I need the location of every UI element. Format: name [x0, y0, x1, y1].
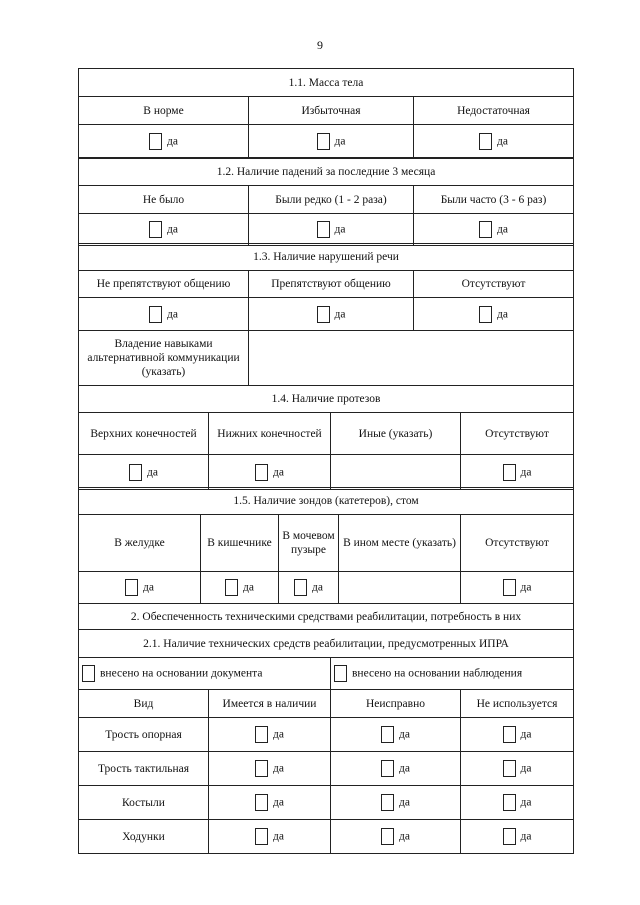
table-row — [79, 752, 574, 786]
yes-label: да — [167, 223, 178, 236]
yes-label: да — [399, 762, 410, 775]
column-header: Не препятствуют общению — [79, 271, 249, 298]
row-label: Трость тактильная — [79, 752, 209, 786]
column-header: Избыточная — [249, 97, 414, 125]
table-row — [79, 786, 574, 820]
section-title: 1.2. Наличие падений за последние 3 месяца — [79, 158, 574, 186]
checkbox[interactable] — [125, 579, 138, 596]
checkbox[interactable] — [149, 221, 162, 238]
checkbox[interactable] — [255, 794, 268, 811]
row-label: Трость опорная — [79, 718, 209, 752]
option-cell[interactable] — [79, 455, 209, 490]
section-title: 1.4. Наличие протезов — [79, 386, 574, 413]
section-body-mass — [78, 68, 574, 159]
section-rehab-means — [78, 603, 574, 854]
section-title: 1.5. Наличие зондов (катетеров), стом — [79, 488, 574, 515]
alt-communication-label: Владение навыками альтернативной коммуникации (указать) — [79, 331, 249, 386]
checkbox[interactable] — [129, 464, 142, 481]
section-probes — [78, 487, 574, 604]
yes-label: да — [497, 135, 508, 148]
subsection-title: 2.1. Наличие технических средств реабилитации, предусмотренных ИПРА — [79, 630, 574, 658]
checkbox[interactable] — [317, 306, 330, 323]
column-header: В ином месте (указать) — [339, 515, 461, 572]
checkbox[interactable] — [317, 133, 330, 150]
checkbox[interactable] — [317, 221, 330, 238]
option-cell[interactable] — [331, 786, 461, 820]
yes-label: да — [497, 223, 508, 236]
yes-label: да — [334, 135, 346, 148]
option-cell[interactable] — [79, 125, 249, 159]
column-header: В мочевом пузыре — [279, 515, 339, 572]
option-cell[interactable] — [461, 786, 574, 820]
column-header: В желудке — [79, 515, 201, 572]
checkbox[interactable] — [503, 828, 516, 845]
checkbox[interactable] — [255, 726, 268, 743]
checkbox[interactable] — [225, 579, 238, 596]
yes-label: да — [399, 796, 410, 809]
row-label: Ходунки — [79, 820, 209, 854]
option-cell[interactable] — [331, 820, 461, 854]
column-header: Имеется в наличии — [209, 690, 331, 718]
other-location-field[interactable] — [339, 572, 461, 604]
option-cell[interactable] — [79, 214, 249, 246]
checkbox[interactable] — [334, 665, 347, 682]
column-header: Нижних конечностей — [209, 413, 331, 455]
option-cell[interactable] — [461, 455, 574, 490]
checkbox[interactable] — [255, 760, 268, 777]
column-header: Недостаточная — [414, 97, 574, 125]
section-title: 1.1. Масса тела — [79, 69, 574, 97]
column-header: В кишечнике — [201, 515, 279, 572]
page-number: 9 — [317, 38, 323, 52]
option-cell[interactable] — [331, 752, 461, 786]
table-row — [79, 820, 574, 854]
option-cell[interactable] — [209, 455, 331, 490]
column-header: Были часто (3 - 6 раз) — [414, 186, 574, 214]
checkbox[interactable] — [503, 579, 516, 596]
yes-label: да — [147, 466, 158, 478]
option-cell[interactable] — [461, 820, 574, 854]
yes-label: да — [520, 466, 532, 478]
column-header: Отсутствуют — [414, 271, 574, 298]
section-falls — [78, 157, 574, 246]
column-header: Вид — [79, 690, 209, 718]
basis-observation-label: внесено на основании наблюдения — [352, 667, 523, 680]
checkbox[interactable] — [255, 464, 268, 481]
option-cell[interactable] — [331, 718, 461, 752]
yes-label: да — [273, 728, 284, 741]
yes-label: да — [312, 581, 323, 594]
basis-observation-option[interactable] — [331, 658, 574, 690]
yes-label: да — [243, 581, 254, 594]
checkbox[interactable] — [503, 794, 516, 811]
column-header: Верхних конечностей — [79, 413, 209, 455]
option-cell[interactable] — [249, 298, 414, 331]
option-cell[interactable] — [414, 214, 574, 246]
checkbox[interactable] — [503, 760, 516, 777]
yes-label: да — [399, 830, 410, 843]
yes-label: да — [273, 466, 284, 478]
checkbox[interactable] — [149, 306, 162, 323]
yes-label: да — [520, 728, 532, 741]
column-header: Отсутствуют — [461, 515, 574, 572]
yes-label: да — [520, 796, 532, 809]
yes-label: да — [167, 308, 178, 320]
yes-label: да — [520, 830, 532, 843]
option-cell[interactable] — [461, 718, 574, 752]
column-header: Препятствуют общению — [249, 271, 414, 298]
option-cell[interactable] — [209, 752, 331, 786]
yes-label: да — [273, 762, 284, 775]
column-header: В норме — [79, 97, 249, 125]
option-cell[interactable] — [279, 572, 339, 604]
option-cell[interactable] — [209, 786, 331, 820]
option-cell[interactable] — [414, 298, 574, 331]
checkbox[interactable] — [503, 464, 516, 481]
checkbox[interactable] — [381, 794, 394, 811]
checkbox[interactable] — [82, 665, 95, 682]
option-cell[interactable] — [414, 125, 574, 159]
column-header: Неисправно — [331, 690, 461, 718]
checkbox[interactable] — [479, 221, 492, 238]
yes-label: да — [273, 830, 284, 843]
option-cell[interactable] — [249, 125, 414, 159]
other-prosthesis-field[interactable] — [331, 455, 461, 490]
checkbox[interactable] — [294, 579, 307, 596]
column-header: Иные (указать) — [331, 413, 461, 455]
checkbox[interactable] — [479, 133, 492, 150]
option-cell[interactable] — [79, 572, 201, 604]
section-prostheses — [78, 385, 574, 490]
yes-label: да — [520, 762, 532, 775]
column-header: Отсутствуют — [461, 413, 574, 455]
checkbox[interactable] — [381, 726, 394, 743]
column-header: Не используется — [461, 690, 574, 718]
checkbox[interactable] — [255, 828, 268, 845]
yes-label: да — [143, 581, 154, 594]
option-cell[interactable] — [461, 752, 574, 786]
option-cell[interactable] — [209, 718, 331, 752]
checkbox[interactable] — [381, 760, 394, 777]
option-cell[interactable] — [249, 214, 414, 246]
section-title: 1.3. Наличие нарушений речи — [79, 244, 574, 271]
checkbox[interactable] — [149, 133, 162, 150]
checkbox[interactable] — [479, 306, 492, 323]
yes-label: да — [334, 223, 346, 236]
basis-document-option[interactable] — [79, 658, 331, 690]
alt-communication-field[interactable] — [249, 331, 574, 386]
yes-label: да — [399, 728, 410, 741]
yes-label: да — [497, 308, 508, 320]
yes-label: да — [520, 581, 532, 594]
section-speech — [78, 243, 574, 386]
option-cell[interactable] — [201, 572, 279, 604]
checkbox[interactable] — [381, 828, 394, 845]
column-header: Были редко (1 - 2 раза) — [249, 186, 414, 214]
table-row — [79, 718, 574, 752]
option-cell[interactable] — [461, 572, 574, 604]
section-title: 2. Обеспеченность техническими средствами реабилитации, потребность в них — [79, 604, 574, 630]
column-header: Не было — [79, 186, 249, 214]
yes-label: да — [334, 308, 346, 320]
checkbox[interactable] — [503, 726, 516, 743]
yes-label: да — [167, 135, 178, 148]
yes-label: да — [273, 796, 284, 809]
row-label: Костыли — [79, 786, 209, 820]
basis-document-label: внесено на основании документа — [100, 667, 263, 680]
option-cell[interactable] — [79, 298, 249, 331]
option-cell[interactable] — [209, 820, 331, 854]
